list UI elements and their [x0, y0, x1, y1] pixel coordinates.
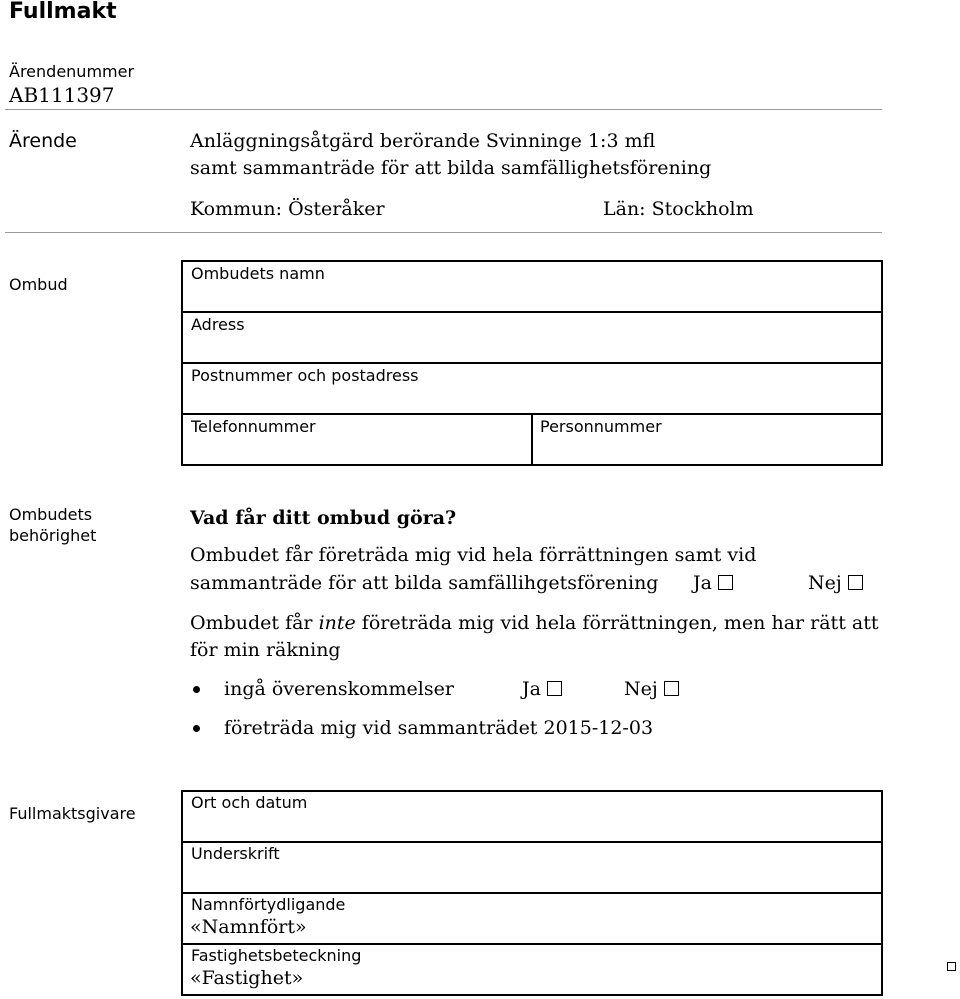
p1-no-option[interactable]: [808, 572, 863, 594]
behorighet-p1-line1: Ombudet får företräda mig vid hela förrättningen samt vid: [190, 544, 757, 566]
behorighet-p1-line2: sammanträde för att bilda samfällihgetsförening: [190, 572, 659, 594]
page-title: Fullmakt: [9, 0, 117, 24]
behorighet-p2-line1: Ombudet får inte företräda mig vid hela förrättningen, men har rätt att: [190, 612, 879, 634]
behorighet-label-line2: behörighet: [9, 526, 97, 545]
ombud-row-divider: [181, 311, 883, 313]
yes-checkbox[interactable]: [718, 575, 733, 590]
behorighet-label-line1: Ombudets: [9, 505, 93, 524]
behorighet-heading: Vad får ditt ombud göra?: [190, 507, 457, 529]
emphasis-inte: inte: [318, 612, 356, 634]
ombud-personal-id-field[interactable]: Personnummer: [540, 417, 662, 436]
bullet1-no-option[interactable]: [624, 678, 679, 700]
yes-label: Ja: [693, 572, 712, 594]
arende-line2: samt sammanträde för att bilda samfällighetsförening: [190, 157, 712, 179]
fullmaktsgivare-row-divider: [181, 892, 883, 894]
ombud-col-divider: [531, 413, 533, 466]
yes-label: Ja: [522, 678, 541, 700]
lan-text: Län: Stockholm: [603, 198, 754, 220]
arende-number-label: Ärendenummer: [9, 62, 135, 81]
no-checkbox[interactable]: [664, 681, 679, 696]
divider: [5, 109, 882, 110]
bullet2-text: företräda mig vid sammanträdet 2015-12-03: [224, 717, 654, 739]
no-checkbox[interactable]: [848, 575, 863, 590]
property-label: Fastighetsbeteckning: [191, 946, 362, 965]
name-clarification-label: Namnförtydligande: [191, 895, 346, 914]
ombud-phone-field[interactable]: Telefonnummer: [191, 417, 316, 436]
ombud-name-field[interactable]: Ombudets namn: [191, 264, 325, 283]
p1-yes-option[interactable]: [693, 572, 733, 594]
name-clarification-value[interactable]: «Namnfört»: [190, 916, 307, 938]
divider: [5, 232, 882, 233]
corner-marker-icon: [947, 962, 956, 971]
ombud-row-divider: [181, 362, 883, 364]
place-date-field[interactable]: Ort och datum: [191, 793, 308, 812]
property-value[interactable]: «Fastighet»: [190, 967, 304, 989]
arende-line1: Anläggningsåtgärd berörande Svinninge 1:3 mfl: [190, 130, 656, 152]
ombud-label: Ombud: [9, 275, 68, 294]
signature-field[interactable]: Underskrift: [191, 844, 280, 863]
arende-number-value: AB111397: [9, 83, 115, 107]
ombud-postal-field[interactable]: Postnummer och postadress: [191, 366, 419, 385]
no-label: Nej: [808, 572, 842, 594]
bullet: [193, 686, 200, 693]
bullet: [193, 725, 200, 732]
fullmaktsgivare-row-divider: [181, 841, 883, 843]
kommun-text: Kommun: Österåker: [190, 198, 385, 220]
bullet1-yes-option[interactable]: [522, 678, 562, 700]
fullmaktsgivare-row-divider: [181, 943, 883, 945]
ombud-address-field[interactable]: Adress: [191, 315, 245, 334]
fullmaktsgivare-label: Fullmaktsgivare: [9, 804, 136, 823]
yes-checkbox[interactable]: [547, 681, 562, 696]
bullet1-text: ingå överenskommelser: [224, 678, 454, 700]
no-label: Nej: [624, 678, 658, 700]
behorighet-p2-line2: för min räkning: [190, 639, 341, 661]
arende-label: Ärende: [9, 130, 77, 152]
